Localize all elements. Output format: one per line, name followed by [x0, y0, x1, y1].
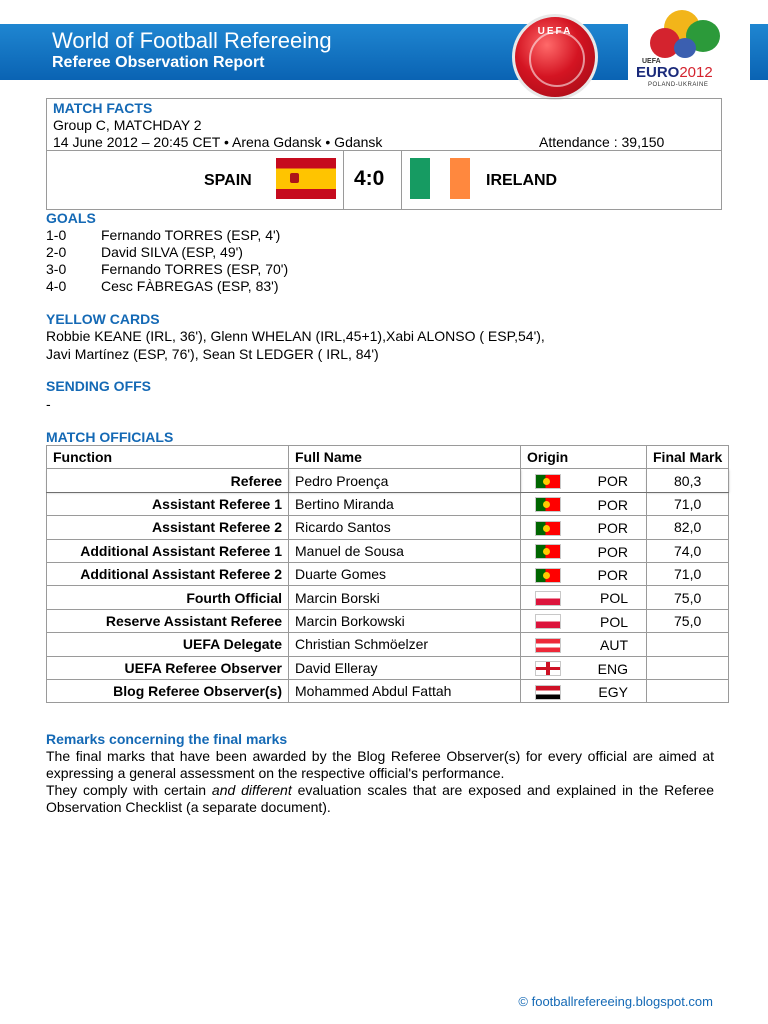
match-details: 14 June 2012 – 20:45 CET • Arena Gdansk • Gdansk: [53, 134, 383, 150]
match-group: Group C, MATCHDAY 2: [53, 117, 202, 133]
official-function: Blog Referee Observer(s): [47, 679, 289, 702]
official-origin: [521, 539, 647, 562]
table-row: [47, 492, 729, 515]
empty-cell: [647, 633, 729, 656]
table-row: [47, 469, 729, 492]
sending-offs-value: -: [46, 396, 51, 412]
away-team: IRELAND: [486, 172, 558, 189]
official-function: Referee: [47, 469, 289, 492]
euro-logo-uefa: UEFA: [642, 58, 661, 65]
portugal-flag-icon: [535, 521, 561, 536]
origin-code: POR: [597, 496, 628, 513]
official-name: Duarte Gomes: [289, 562, 521, 585]
officials-table: [46, 445, 729, 703]
poland-flag-icon: [535, 591, 561, 606]
remarks-paragraph-1: The final marks that have been awarded by the Blog Referee Observer(s) for every official are aimed at expressing a general assessment on the respective official's performance.: [46, 748, 714, 781]
official-origin: [521, 562, 647, 585]
goal-score: 1-0: [46, 227, 67, 243]
goal-scorer: Cesc FÀBREGAS (ESP, 83'): [101, 278, 279, 294]
final-score: 4:0: [354, 167, 385, 190]
remarks-p2-emphasis: and different: [211, 782, 292, 798]
remarks-paragraph-2: [46, 782, 714, 816]
official-name: Mohammed Abdul Fattah: [289, 679, 521, 702]
official-origin: [521, 586, 647, 609]
remarks-p2-start: They comply with certain: [46, 782, 212, 798]
report-subtitle: Referee Observation Report: [52, 54, 265, 71]
egypt-flag-icon: [535, 685, 561, 700]
table-row: [47, 633, 729, 656]
table-row: [47, 656, 729, 679]
euro2012-logo-icon: [628, 4, 750, 96]
remarks-p2-end: evaluation scales that are exposed and explained in the Referee Observation Checklist (a separate document).: [46, 782, 714, 815]
official-function: Additional Assistant Referee 1: [47, 539, 289, 562]
official-mark: 75,0: [647, 586, 729, 609]
yellow-cards-heading: YELLOW CARDS: [46, 311, 160, 327]
goal-scorer: David SILVA (ESP, 49'): [101, 244, 243, 260]
official-function: Assistant Referee 2: [47, 516, 289, 539]
portugal-flag-icon: [535, 497, 561, 512]
table-row: [47, 539, 729, 562]
ireland-flag-icon: [410, 158, 470, 199]
sending-offs-heading: SENDING OFFS: [46, 378, 152, 394]
euro-logo-main: EURO: [636, 64, 680, 81]
facts-divider: [46, 150, 722, 151]
portugal-flag-icon: [535, 568, 561, 583]
table-row: [47, 609, 729, 632]
column-header-mark: Final Mark: [647, 446, 729, 469]
official-name: Marcin Borkowski: [289, 609, 521, 632]
uefa-logo-icon: [512, 14, 598, 100]
official-mark: 74,0: [647, 539, 729, 562]
goal-score: 2-0: [46, 244, 67, 260]
official-origin: [521, 609, 647, 632]
england-flag-icon: [535, 661, 561, 676]
column-header-name: Full Name: [289, 446, 521, 469]
goal-scorer: Fernando TORRES (ESP, 4'): [101, 227, 281, 243]
logo-shape-blue: [674, 38, 696, 58]
official-name: Pedro Proença: [289, 469, 521, 492]
column-header-origin: Origin: [521, 446, 647, 469]
official-name: Ricardo Santos: [289, 516, 521, 539]
origin-code: POR: [597, 543, 628, 560]
uefa-logo-text: UEFA: [537, 26, 573, 37]
official-name: David Elleray: [289, 656, 521, 679]
empty-cell: [647, 679, 729, 702]
score-separator-right: [401, 151, 402, 209]
remarks-heading: Remarks concerning the final marks: [46, 731, 288, 747]
footer-link[interactable]: © footballrefereeing.blogspot.com: [518, 994, 713, 1009]
origin-code: POL: [599, 613, 628, 630]
official-function: UEFA Referee Observer: [47, 656, 289, 679]
official-origin: [521, 516, 647, 539]
official-function: Assistant Referee 1: [47, 492, 289, 515]
goal-score: 4-0: [46, 278, 67, 294]
home-team: SPAIN: [204, 172, 252, 189]
official-mark: 75,0: [647, 609, 729, 632]
origin-code: POR: [597, 520, 628, 537]
table-row: [47, 562, 729, 585]
goal-score: 3-0: [46, 261, 67, 277]
official-name: Bertino Miranda: [289, 492, 521, 515]
goal-scorer: Fernando TORRES (ESP, 70'): [101, 261, 289, 277]
euro-logo-text: [636, 64, 713, 81]
origin-code: POR: [597, 473, 628, 490]
origin-code: EGY: [598, 683, 628, 700]
site-title: World of Football Refereeing: [52, 28, 332, 53]
official-origin: [521, 656, 647, 679]
table-header-row: [47, 446, 729, 469]
euro-logo-year: 2012: [679, 64, 713, 81]
attendance: Attendance : 39,150: [539, 134, 665, 150]
score-separator-left: [343, 151, 344, 209]
official-origin: [521, 633, 647, 656]
portugal-flag-icon: [535, 474, 561, 489]
official-name: Christian Schmöelzer: [289, 633, 521, 656]
official-function: Additional Assistant Referee 2: [47, 562, 289, 585]
officials-heading: MATCH OFFICIALS: [46, 429, 174, 445]
yellow-cards-line2: Javi Martínez (ESP, 76'), Sean St LEDGER ( IRL, 84'): [46, 346, 379, 362]
spain-crest-icon: [290, 173, 299, 183]
match-facts-heading: MATCH FACTS: [53, 100, 153, 116]
origin-code: POL: [599, 590, 628, 607]
empty-cell: [647, 656, 729, 679]
official-origin: [521, 469, 647, 492]
official-origin: [521, 492, 647, 515]
poland-flag-icon: [535, 614, 561, 629]
yellow-cards-line1: Robbie KEANE (IRL, 36'), Glenn WHELAN (IRL,45+1),Xabi ALONSO ( ESP,54'),: [46, 328, 545, 344]
official-name: Marcin Borski: [289, 586, 521, 609]
origin-code: POR: [597, 566, 628, 583]
austria-flag-icon: [535, 638, 561, 653]
portugal-flag-icon: [535, 544, 561, 559]
euro-logo-host: POLAND-UKRAINE: [648, 82, 709, 88]
uefa-ring-icon: [529, 31, 585, 87]
spain-flag-icon: [276, 158, 336, 199]
official-mark: 71,0: [647, 492, 729, 515]
official-function: Reserve Assistant Referee: [47, 609, 289, 632]
official-mark: 80,3: [647, 469, 729, 492]
table-row: [47, 679, 729, 702]
origin-code: ENG: [597, 660, 628, 677]
official-mark: 82,0: [647, 516, 729, 539]
goals-heading: GOALS: [46, 210, 96, 226]
column-header-function: Function: [47, 446, 289, 469]
official-function: Fourth Official: [47, 586, 289, 609]
official-name: Manuel de Sousa: [289, 539, 521, 562]
official-function: UEFA Delegate: [47, 633, 289, 656]
origin-code: AUT: [600, 637, 628, 654]
official-origin: [521, 679, 647, 702]
table-row: [47, 586, 729, 609]
official-mark: 71,0: [647, 562, 729, 585]
table-row: [47, 516, 729, 539]
